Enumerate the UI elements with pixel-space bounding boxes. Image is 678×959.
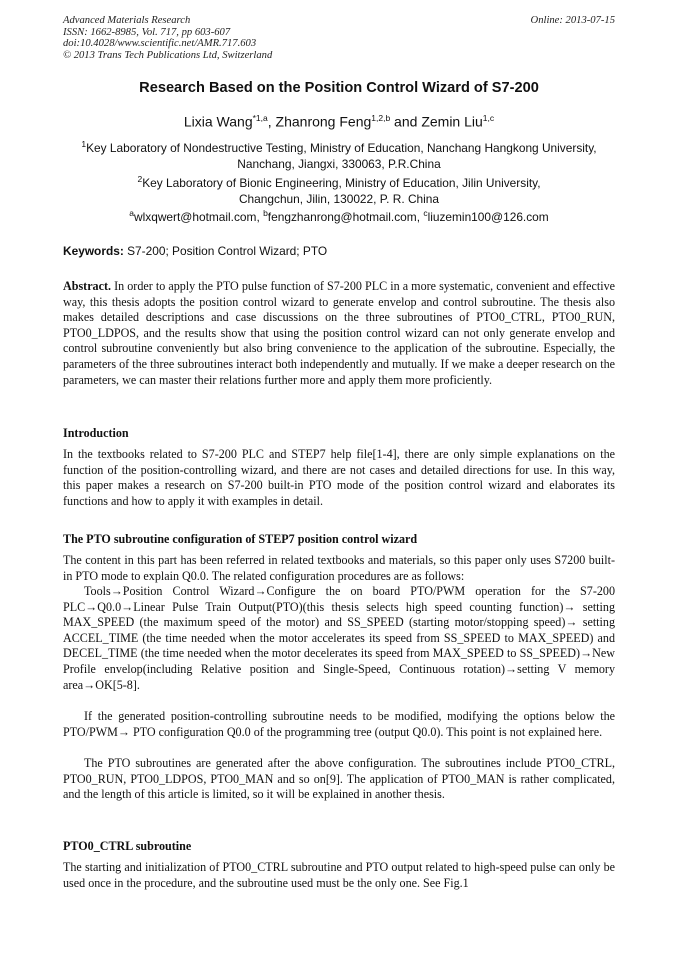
- affiliation-sup: 2: [137, 174, 143, 184]
- issn-line: ISSN: 1662-8985, Vol. 717, pp 603-607: [63, 26, 231, 38]
- pto-paragraph-3: If the generated position-controlling subroutine needs to be modified, modifying the options below the PTO/PWM→ PTO configuration Q0.0 of the programming tree (output Q0.0). This point is not explained here.: [63, 709, 615, 739]
- author-name: Zemin Liu: [421, 113, 483, 130]
- email-list: $^a$wlxqwert@hotmail.com, $^b$fengzhanrong@hotmail.com, $^c$liuzemin100@126.com: [129, 208, 549, 224]
- affiliation-line: Changchun, Jilin, 130022, P. R. China: [238, 191, 440, 206]
- author-list: [0, 113, 678, 130]
- email-address[interactable]: liuzemin100@126.com: [427, 209, 549, 224]
- email-sup: b: [263, 208, 268, 218]
- introduction-paragraph: In the textbooks related to S7-200 PLC and STEP7 help file[1-4], there are only simple explanations on the function of the position-controlling wizard, and there are not cases and detailed directions for use. In this way, this paper makes a research on S7-200 built-in PTO mode of the position control wizard and elaborates its functions and how to apply it with examples in detail.: [63, 447, 615, 508]
- email-sup: a: [129, 208, 135, 218]
- journal-header: [63, 15, 272, 61]
- author-name: Zhanrong Feng: [275, 113, 372, 130]
- abstract-label: Abstract.: [63, 279, 112, 293]
- affiliation-line: Key Laboratory of Nondestructive Testing, Ministry of Education, Nanchang Hangkong University,: [86, 140, 597, 155]
- keywords: [63, 244, 615, 258]
- email-sup: c: [423, 208, 428, 218]
- paper-title: Research Based on the Position Control Wizard of S7-200: [139, 80, 539, 96]
- pto-paragraph-1: The content in this part has been referred in related textbooks and materials, so this paper only uses S7200 built-in PTO mode to explain Q0.0. The related configuration procedures are as follows:: [63, 553, 615, 583]
- pto0-ctrl-paragraph: The starting and initialization of PTO0_CTRL subroutine and PTO output related to high-speed pulse can only be used once in the procedure, and the subroutine used must be the only one. See Fig.1: [63, 860, 615, 890]
- affiliation-1: [63, 137, 615, 172]
- author-separator: and: [390, 113, 422, 130]
- author-separator: ,: [267, 113, 276, 130]
- section-heading-pto-configuration: The PTO subroutine configuration of STEP7 position control wizard: [63, 532, 418, 546]
- author-sup: 1,c: [482, 113, 495, 123]
- affiliation-sup: 1: [81, 139, 87, 149]
- doi-line: doi:10.4028/www.scientific.net/AMR.717.603: [63, 38, 257, 50]
- keywords-text: S7-200; Position Control Wizard; PTO: [123, 244, 328, 258]
- section-heading-introduction: Introduction: [63, 426, 129, 440]
- author-name: Lixia Wang: [183, 113, 253, 130]
- keywords-label: Keywords:: [63, 244, 124, 258]
- abstract: [63, 279, 615, 388]
- journal-name: Advanced Materials Research: [63, 15, 191, 26]
- affiliation-line: Key Laboratory of Bionic Engineering, Ministry of Education, Jilin University,: [142, 175, 541, 190]
- author-sup: 1,2,b: [371, 113, 391, 123]
- pto-paragraph-2: Tools→Position Control Wizard→Configure the on board PTO/PWM operation for the S7-200 PLC→Q0.0→Linear Pulse Train Output(PTO)(this thesis selects high speed counting function)→ setting MAX_SPEED (the maximum speed of the motor) and SS_SPEED (starting motor/stopping speed)→ setting ACCEL_TIME (the time needed when the motor accelerates its speed from SS_SPEED to MAX_SPEED) and DECEL_TIME (the time needed when the motor decelerates its speed from MAX_SPEED to SS_SPEED)→New Profile envelop(including Relative position and Single-Speed, Continuous rotation)→setting V memory area→OK[5-8].: [63, 584, 615, 692]
- email-address[interactable]: wlxqwert@hotmail.com: [134, 209, 257, 224]
- affiliation-2: [63, 172, 615, 207]
- affiliation-line: Nanchang, Jiangxi, 330063, P.R.China: [237, 156, 441, 171]
- section-heading-pto0-ctrl: PTO0_CTRL subroutine: [63, 839, 192, 853]
- online-date: Online: 2013-07-15: [530, 15, 615, 26]
- copyright-line: © 2013 Trans Tech Publications Ltd, Switzerland: [63, 49, 273, 61]
- pto-paragraph-4: The PTO subroutines are generated after the above configuration. The subroutines include PTO0_CTRL, PTO0_RUN, PTO0_LDPOS, PTO0_MAN and so on[9]. The application of PTO0_MAN is rather complicated, and the length of this article is limited, so it will be explained in another thesis.: [63, 756, 615, 802]
- email-address[interactable]: fengzhanrong@hotmail.com: [267, 209, 417, 224]
- author-sup: *1,a: [252, 113, 268, 123]
- abstract-text: In order to apply the PTO pulse function of S7-200 PLC in a more systematic, convenient and effective way, this thesis adopts the position control wizard to generate envelop and control subroutine. The thesis also makes detailed descriptions and case discussions on the three subroutines of PTO0_CTRL, PTO0_RUN, PTO0_LDPOS, and the results show that using the position control wizard can not only generate envelop and control subroutine conveniently but also bring convenience to the application of the subroutine. Especially, the parameters of the three subroutines interact both independently and mutually. If we make a deeper research on the parameters, we can master their relations further more and apply them more proficiently.: [63, 279, 615, 387]
